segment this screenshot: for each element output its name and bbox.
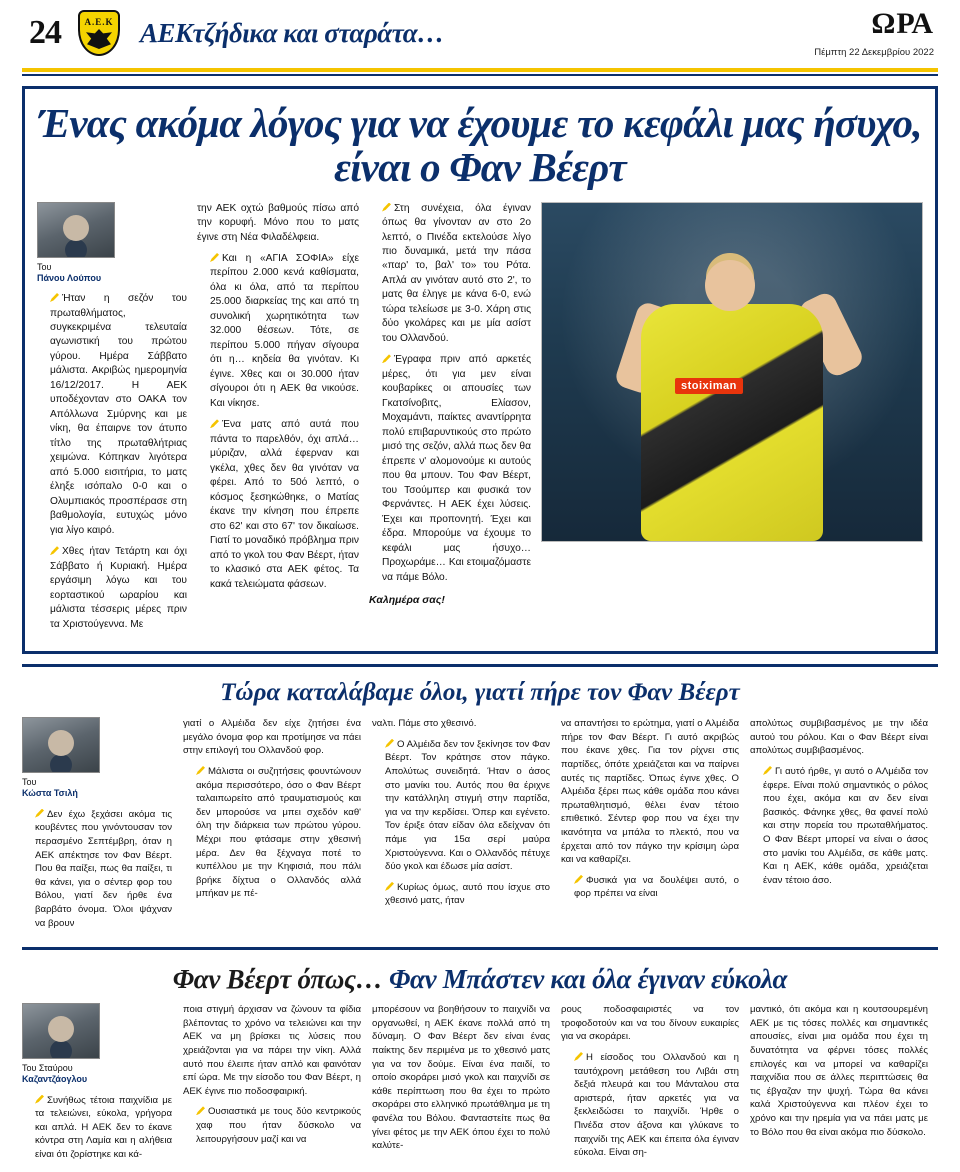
article-third — [22, 958, 938, 1169]
pencil-icon — [50, 546, 59, 555]
paragraph: Συνήθως τέτοια παιχνίδια με τα τελειώνει, εύκολα, γρήγορα και απλά. Η ΑΕΚ δεν το έκανε κόντρα στη Λαμία και η αλήθεια είναι ότι ζορίστηκε και κά- — [35, 1094, 172, 1161]
crest-abbreviation: Α.Ε.Κ — [84, 17, 114, 27]
masthead-right — [814, 6, 938, 58]
article-third-column-1 — [22, 1003, 172, 1169]
paragraph: ναλτι. Πάμε στο χθεσινό. — [372, 718, 477, 730]
article-third-headline — [22, 964, 938, 995]
pencil-icon — [196, 1106, 205, 1115]
article-second — [22, 664, 938, 950]
headline-part-blue: Φαν Μπάστεν και όλα έγιναν εύκολα — [388, 964, 788, 995]
byline-name: Κώστα Τσιλή — [22, 788, 78, 799]
paragraph: Δεν έχω ξεχάσει ακόμα τις κουβέντες που γινόντουσαν τον περασμένο Σεπτέμβρη, όταν η ΑΕΚ απέκτησε τον Φαν Βέερτ. Που θα παίξει, πως θα παίξει, τι θα κάνει, για ο σέντερ φορ του Βόλου, γιατί δεν ήρθε ένα βαρβάτο όνομα. Όλοι ψάχναν να βρουν — [35, 808, 172, 929]
byline-author-1 — [37, 202, 169, 285]
paragraph: Και η «ΑΓΙΑ ΣΟΦΙΑ» είχε περίπου 2.000 κενά καθίσματα, όλα κι όλα, από τα περίπου 25.000 διαρκείας της και από τη συνολική χωρητικότητα των 32.000 θέσεων. Τότε, σε περίπου 5.000 πήγαν σίγουρα ότι η… κηδεία θα γινόταν. Κι έγινε. Χθες και οι 30.000 ήταν σίγουροι ότι η ΑΕΚ θα νικούσε. Και νίκησε. — [210, 252, 359, 409]
paragraph: Ο Αλμέιδα δεν τον ξεκίνησε τον Φαν Βέερτ. Τον κράτησε στον πάγκο. Απολύτως συνειδητά. Ήταν ο άσος στο μανίκι του. Αυτός που θα έριχνε την κατάλληλη στιγμή στην παρτίδα, για να την κερδίσει. Όπερ και εγένετο. Τον έριξε όταν είδαν όλα εδείχναν ότι πάμε για 15α σερί μαύρα Χριστούγεννα. Και ο Ολλανδός πέτυχε δύο γκολ και έδωσε μία ασίστ. — [385, 738, 550, 873]
paragraph: Η είσοδος του Ολλανδού και η ταυτόχρονη μετάθεση του Λιβάι στη δεξιά πλευρά και του Μάνταλου στα αριστερά, ήταν αρκετές για να ξεκλειδώσει το παιχνίδι. Ήρθε ο Πινέδα στον άξονα και γλύκανε το παιχνίδι της ΑΕΚ και έπειτα όλα έγιναν εύκολα. Είναι ση- — [574, 1051, 739, 1159]
player-head — [705, 260, 754, 311]
article-main-headline: Ένας ακόμα λόγος για να έχουμε το κεφάλι μας ήσυχο, είναι ο Φαν Βέερτ — [38, 100, 922, 191]
issue-date: Πέμπτη 22 Δεκεμβρίου 2022 — [814, 46, 934, 58]
article-third-columns — [22, 1003, 938, 1169]
pencil-icon — [382, 354, 391, 363]
paragraph: Έγραφα πριν από αρκετές μέρες, ότι για μεν είναι κουβαρίκες οι απουσίες των Γκατσίνοβιτς, Ελίασον, Μοχαμάντι, παίκτες αναντίρρητα πολύ επιβαρυντικούς στο πρώτο μισό της σεζόν, αλλά πως δεν θα έπρεπε ν' αλομονούμε κι αυτούς που θα μπουν. Του Φαν Βέερτ, του Τσούμπερ και φυσικά τον Φερνάντες. Η ΑΕΚ έχει λύσεις. Έχει και προπονητή. Έχει και έδρα. Μπορούμε να έχουμε το κεφάλι μας ήσυχο… Προχωράμε… Και ετοιμαζόμαστε να πάμε Βόλο. — [382, 354, 531, 583]
paragraph: Φυσικά για να δουλέψει αυτό, ο φορ πρέπει να είναι — [574, 874, 739, 900]
byline-author-2 — [22, 717, 154, 800]
article-second-column-3 — [372, 717, 550, 937]
article-third-column-3 — [372, 1003, 550, 1169]
jersey-sponsor-label: stoiximan — [675, 378, 743, 394]
aek-crest-icon — [72, 8, 126, 58]
pencil-icon — [50, 293, 59, 302]
masthead — [0, 0, 960, 66]
eagle-icon — [86, 29, 112, 49]
article-second-column-5 — [750, 717, 928, 937]
article-second-column-1 — [22, 717, 172, 937]
pencil-icon — [763, 766, 772, 775]
article-main — [22, 86, 938, 654]
pencil-icon — [382, 203, 391, 212]
paragraph: μαντικό, ότι ακόμα και η κουτσουρεμένη ΑΕΚ με τις τόσες πολλές και σημαντικές απουσίες, είναι μια ομάδα που έχει τη δυνατότητα να φέρνει τόσες πολλές επιλογές και να μπορεί να καθαρίζει παιχνίδια που σε άλλες περιπτώσεις θα τις έβγαζαν την ψυχή. Τώρα θα κάνει καλά Χριστούγεννα και πλέον έχει το χρόνο και την ηρεμία για να πάει ματς με το Βόλο που θα είναι ακόμα πιο δύσκολο. — [750, 1004, 928, 1138]
pencil-icon — [35, 809, 44, 818]
pencil-icon — [210, 253, 219, 262]
masthead-title: ΑΕΚτζήδικα και σταράτα… — [140, 17, 444, 48]
byline-prefix: Του — [22, 777, 37, 788]
byline-prefix: Του — [37, 261, 52, 272]
article-third-column-2 — [183, 1003, 361, 1169]
paragraph: την ΑΕΚ οχτώ βαθμούς πίσω από την κορυφή. Μόνο που το ματς έγινε στη Νέα Φιλαδέλφεια. — [197, 202, 359, 243]
article-second-headline: Τώρα καταλάβαμε όλοι, γιατί πήρε τον Φαν Βέερτ — [220, 679, 740, 707]
byline-name: Πάνου Λούπου — [37, 272, 102, 283]
pencil-icon — [574, 1052, 583, 1061]
pencil-icon — [210, 419, 219, 428]
pencil-icon — [35, 1095, 44, 1104]
paragraph: Ουσιαστικά με τους δύο κεντρικούς χαφ που ήταν δύσκολο να λειτουργήσουν μαζί και να — [196, 1106, 361, 1145]
article-third-column-4 — [561, 1003, 739, 1169]
divider-blue — [22, 74, 938, 76]
author-photo — [22, 717, 100, 773]
paragraph: Στη συνέχεια, όλα έγιναν όπως θα γίνονταν αν στο 2ο λεπτό, ο Πινέδα εκτελούσε λίγο πιο δυναμικά, μετά την πάσα «παρ' το, βαλ' το» του Ρότα. Απλά αν γινόταν αυτό στο 2', το ματς θα έληγε με κάνα 6-0, ενώ τώρα τελείωσε με 3-0. Χάρη στις δύο γκολάρες και με μία ασίστ του Ολλανδού. — [382, 202, 531, 344]
article-second-column-4 — [561, 717, 739, 937]
headline-part-dark: Φαν Βέερτ όπως… — [172, 964, 383, 995]
article-signature: Καλημέρα σας! — [369, 594, 445, 607]
paragraph: Γι αυτό ήρθε, γι αυτό ο ΑΛμέιδα τον έφερε. Είναι πολύ σημαντικός ο ρόλος που έχει, ακόμα και αν δεν είναι βασικός. Φάνηκε χθες, θα φανεί πολύ και στην πορεία του πρωταθλήματος. Ο Φαν Βέερτ μπορεί να είναι ο άσος στο μανίκι του Αλμέιδα, σε κάθε ματς. Και η ΑΕΚ, κάθε ομάδα, χρειάζεται έναν τέτοιο άσο. — [763, 766, 928, 886]
byline-author-3 — [22, 1003, 154, 1086]
article-main-photo-column — [541, 202, 923, 640]
byline-name: Καζαντζάογλου — [22, 1074, 88, 1085]
article-second-columns — [22, 717, 938, 937]
player-celebration-photo — [541, 202, 923, 542]
article-third-column-5 — [750, 1003, 928, 1169]
article-main-columns — [37, 202, 923, 640]
paragraph: απολύτως συμβιβασμένος με την ιδέα αυτού του ρόλου. Και ο Φαν Βέερτ είναι απολύτως συμβιβασμένος. — [750, 718, 928, 757]
paragraph: Ένα ματς από αυτά που πάντα το παρελθόν, όχι απλά… μύριζαν, αλλά έφερναν και γκέλα, χθες δεν θα γινόταν να φέρει. Από το 50ό λεπτό, ο κόσμος ξεσηκώθηκε, ο Ματίας έκανε την κίνηση που έπρεπε στο 62' και στο 67' τον δικαίωσε. Γιατί το μοναδικό πρόβλημα πριν από το γκολ του Φαν Βέερτ, ήταν το κλασικό στα ΑΕΚ φέτος. Τα κακά τελειώματα φάσεων. — [210, 419, 359, 590]
paragraph: να απαντήσει το ερώτημα, γιατί ο Αλμέιδα πήρε τον Φαν Βέερτ. Γι αυτό ακριβώς που έκανε χθες. Για τον ρίχνει στις παρτίδες, όπότε χρειάζεται και να παίρνει αυτές τις παρτίδες. Όπως έγινε χθες. Ο Αλμέιδα ξέρει πως κάθε ομάδα που κάνει πρωταθλητισμό, θέλει έναν τέτοιο επιθετικό. Σέντερ φορ που να έχει την ικανότητα να μπάλα το πλεκτό, που να έρχεται από τον πάγκο την κρίσιμη ώρα και να καθαρίζει. — [561, 718, 739, 866]
paragraph: Χθες ήταν Τετάρτη και όχι Σάββατο ή Κυριακή. Ημέρα εργάσιμη λόγω και του εορταστικού ωραρίου και μάλιστα τέσσερις μέρες πριν τα Χριστούγεννα. Με — [50, 546, 187, 630]
player-jersey — [641, 304, 823, 541]
paragraph: Ήταν η σεζόν του πρωταθλήματος, συγκεκριμένα τελευταία αγωνιστική του πρώτου γύρου. Ημέρα Σάββατο μάλιστα. Ακριβώς ημερομηνία 16/12/2017. Η ΑΕΚ υποδέχονταν στο ΟΑΚΑ τον Απόλλωνα Σμύρνης και με νίκη, θα έπαιρνε τον άτυπο τίτλο της πρωταθλήτριας χειμώνα. Κόπηκαν λιγότερα από 5.000 εισιτήρια, το ματς έληξε ισόπαλο 0-0 και ο Ολυμπιακός προσπέρασε στη βαθμολογία, ευτυχώς μόνο για λίγο καιρό. — [50, 293, 187, 536]
pencil-icon — [196, 766, 205, 775]
article-main-column-1 — [37, 202, 187, 640]
article-main-column-2 — [197, 202, 359, 640]
pencil-icon — [574, 875, 583, 884]
divider-yellow — [22, 68, 938, 72]
paragraph: ρους ποδοσφαιριστές να τον τροφοδοτούν και να του δίνουν ευκαιρίες για να σκοράρει. — [561, 1004, 739, 1043]
paragraph: μπορέσουν να βοηθήσουν το παιχνίδι να οργανωθεί, η ΑΕΚ έκανε πολλά από τη δύναμη. Ο Φαν Βέερτ δεν είναι ένας παίκτης δεν περιμένα με το χθεσινό ματς για να τον δούμε. Είναι ένα παιδί, το οποίο σκοράρει μισό γκολ και παιχνίδι σε κάθε περίπτωση που θα έχει το πρώτο σκοράρει στο ελληνικό πρωτάθλημα με τη φανέλα του Βόλου. Φανταστείτε πως θα γίνει φέτος με την ΑΕΚ όπου έχει το πολύ καλύτε- — [372, 1004, 550, 1152]
publication-brand: ΩΡΑ — [871, 6, 934, 40]
page-number: 24 — [29, 14, 61, 51]
pencil-icon — [385, 739, 394, 748]
paragraph: ποια στιγμή άρχισαν να ζώνουν τα φίδια βλέποντας το χρόνο να τελειώνει και την ΑΕΚ να μη βρίσκει τις λύσεις που χρειάζονται για να πάρει την νίκη. Αλλά αυτό που έλειπε ήταν απλό και φαινόταν επί ώρα. Με την είσοδο του Φαν Βέερτ, η ΑΕΚ έγινε πιο ποδοσφαιρική. — [183, 1004, 361, 1097]
paragraph: γιατί ο Αλμέιδα δεν είχε ζητήσει ένα μεγάλο όνομα φορ και προτίμησε να πάει στην επιλογή του Ολλανδού φορ. — [183, 718, 361, 757]
article-main-column-3 — [369, 202, 531, 640]
paragraph: Μάλιστα οι συζητήσεις φουντώνουν ακόμα περισσότερο, όσο ο Φαν Βέερτ ταλαιπωρείτο από τραυματισμούς και δεν μπορούσε να μπει σχεδόν καθ' όλη την διάρκεια των πρώτου γύρου. Μέχρι που φτάσαμε στην χθεσινή μέρα. Δεν θα ξέχναγα ποτέ το κυπέλλου με την Κηφισιά, που πάλι βρήκε δίχτυα ο Ολλανδός αλλά μπήκαν με πέ- — [196, 766, 361, 900]
paragraph: Κυρίως όμως, αυτό που ίσχυε στο χθεσινό ματς, ήταν — [385, 881, 550, 907]
author-photo — [22, 1003, 100, 1059]
author-photo — [37, 202, 115, 258]
pencil-icon — [385, 882, 394, 891]
byline-prefix: Του Σταύρου — [22, 1063, 73, 1074]
article-second-column-2 — [183, 717, 361, 937]
